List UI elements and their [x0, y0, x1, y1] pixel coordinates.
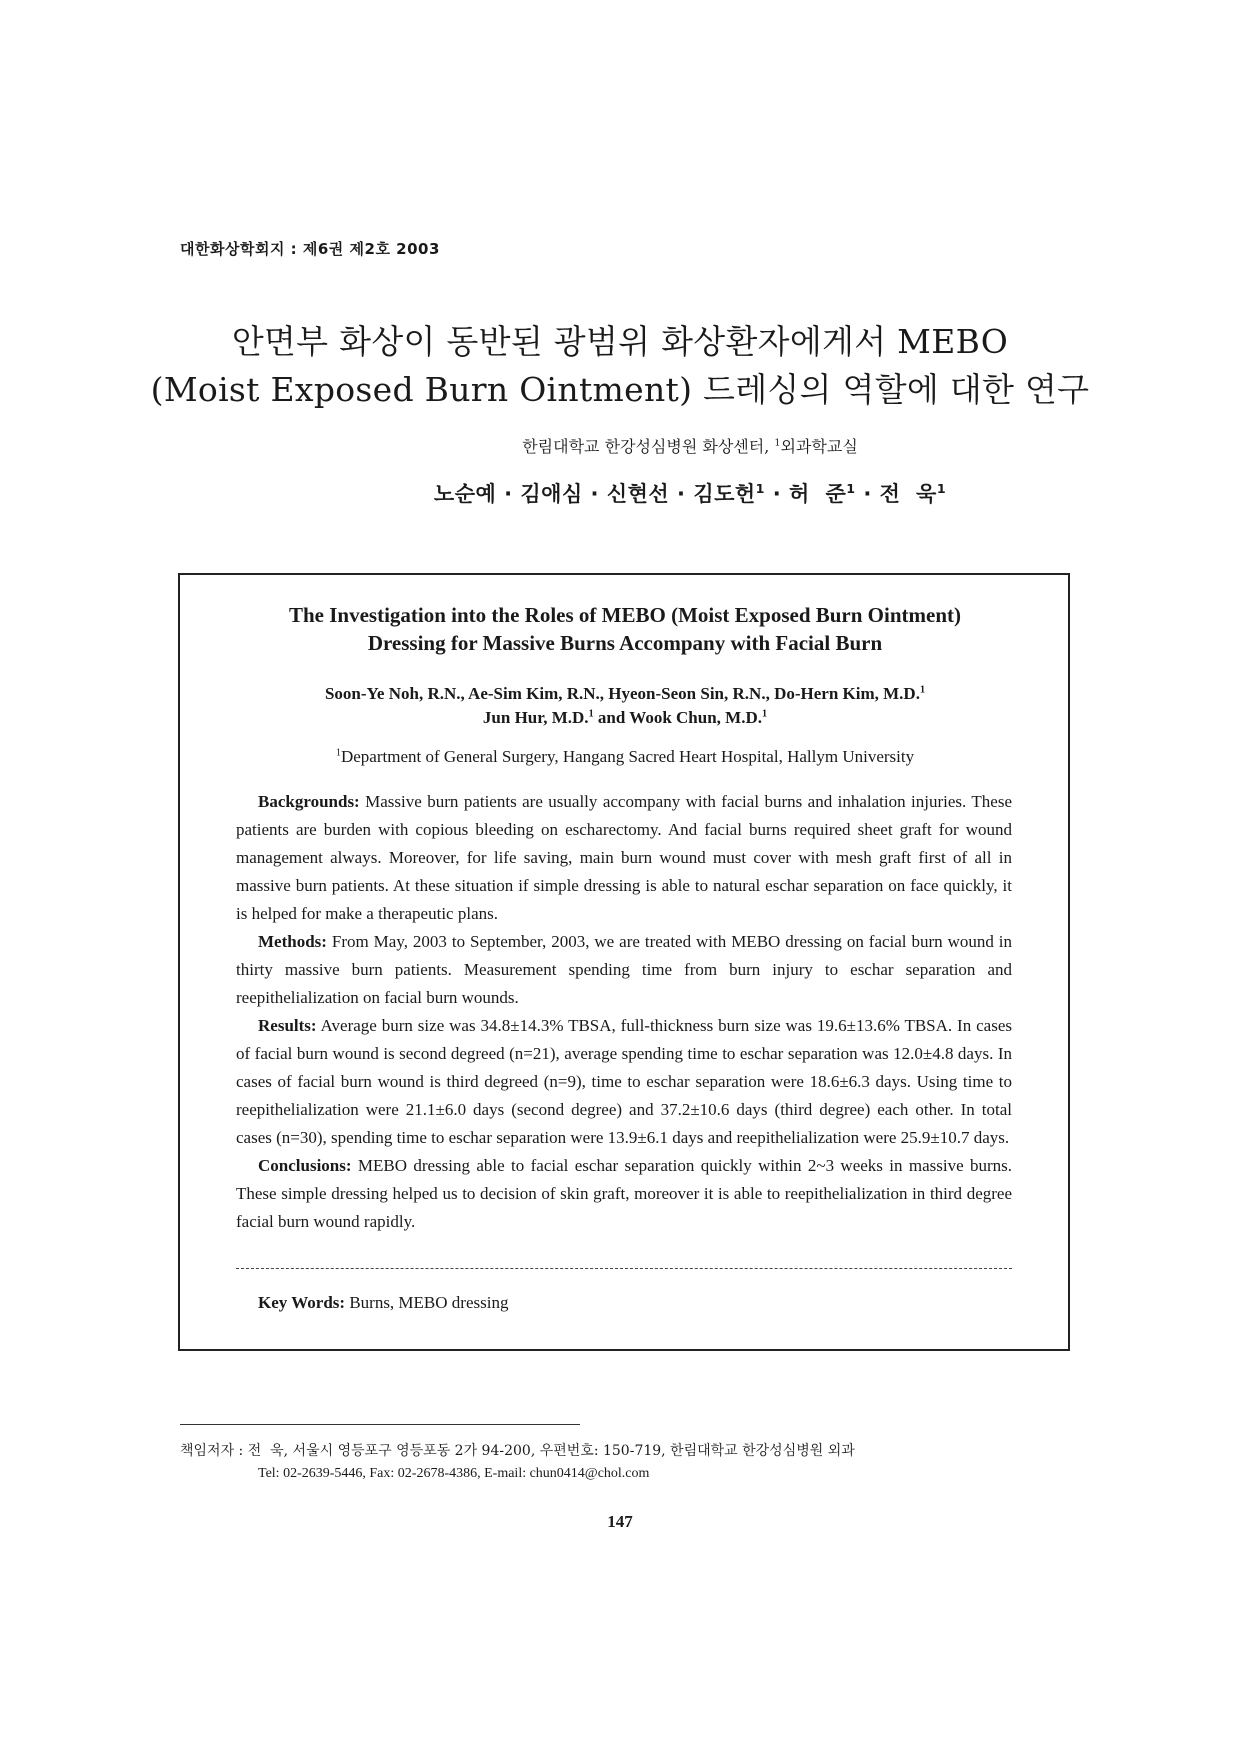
- english-author: and Wook Chun, M.D.: [593, 708, 762, 727]
- author-affiliation-marker: 1: [846, 481, 856, 496]
- abstract-conclusions: [236, 1152, 1012, 1236]
- separator: ·: [669, 482, 694, 506]
- affiliation-marker: 1: [335, 747, 341, 759]
- korean-author: 노순예: [433, 482, 497, 506]
- author-affiliation-marker: 1: [936, 481, 947, 496]
- korean-affiliation-dept: 외과학교실: [780, 437, 858, 456]
- affiliation-marker: 1: [762, 708, 768, 720]
- keywords: [258, 1293, 508, 1313]
- methods-label: Methods:: [258, 932, 327, 951]
- keywords-text: Burns, MEBO dressing: [345, 1293, 509, 1312]
- korean-affiliation-text: 한림대학교 한강성심병원 화상센터,: [522, 437, 775, 456]
- journal-header: 대한화상학회지 : 제6권 제2호 2003: [180, 240, 440, 258]
- korean-authors: [150, 478, 1230, 508]
- english-affiliation-text: Department of General Surgery, Hangang Sacred Heart Hospital, Hallym University: [340, 747, 915, 766]
- affiliation-marker: 1: [774, 437, 781, 449]
- affiliation-marker: 1: [588, 708, 594, 720]
- english-authors-line1: [210, 682, 1040, 706]
- correspondence-line2: Tel: 02-2639-5446, Fax: 02-2678-4386, E-mail: chun0414@chol.com: [258, 1466, 650, 1481]
- page-number: 147: [607, 1512, 633, 1531]
- correspondence-line1: 책임저자 : 전 욱, 서울시 영등포구 영등포동 2가 94-200, 우편번호: 150-719, 한림대학교 한강성심병원 외과: [180, 1443, 855, 1459]
- korean-author: 전 욱: [879, 482, 937, 506]
- separator: ·: [496, 482, 521, 506]
- abstract-body: [236, 788, 1012, 1236]
- affiliation-marker: 1: [919, 684, 926, 696]
- footnote-rule: [180, 1424, 580, 1425]
- korean-affiliation: [150, 434, 1230, 457]
- korean-title-line1: 안면부 화상이 동반된 광범위 화상환자에게서 MEBO: [231, 322, 1009, 361]
- abstract-results: [236, 1012, 1012, 1152]
- korean-title-line2: (Moist Exposed Burn Ointment) 드레싱의 역할에 대한 연구: [150, 370, 1090, 409]
- english-title-line2: Dressing for Massive Burns Accompany with Facial Burn: [367, 631, 883, 655]
- separator: ·: [764, 482, 790, 506]
- english-authors-text: Soon-Ye Noh, R.N., Ae-Sim Kim, R.N., Hyeon-Seon Sin, R.N., Do-Hern Kim, M.D.: [324, 684, 920, 703]
- backgrounds-text: Massive burn patients are usually accompany with facial burns and inhalation injuries. These patients are burden with copious bleeding on escharectomy. And facial burns required sheet graft for wound management always. Moreover, for life saving, main burn wound must cover with mesh graft first of all in massive burn patients. At these situation if simple dressing is able to natural eschar separation on face quickly, it is helped for make a therapeutic plans.: [236, 792, 1012, 923]
- abstract-methods: [236, 928, 1012, 1012]
- separator: ·: [855, 482, 880, 506]
- korean-author: 김애심: [520, 482, 583, 506]
- english-author: Jun Hur, M.D.: [482, 708, 589, 727]
- backgrounds-label: Backgrounds:: [258, 792, 360, 811]
- conclusions-label: Conclusions:: [258, 1156, 352, 1175]
- korean-author: 허 준: [789, 482, 847, 506]
- english-authors-line2: [210, 706, 1040, 730]
- english-affiliation: [210, 747, 1040, 767]
- dashed-divider: [236, 1268, 1012, 1269]
- english-title-line1: The Investigation into the Roles of MEBO (Moist Exposed Burn Ointment): [288, 603, 962, 627]
- results-text: Average burn size was 34.8±14.3% TBSA, full-thickness burn size was 19.6±13.6% TBSA. In cases of facial burn wound is second degreed (n=21), average spending time to eschar separation was 12.0±4.8 days. In cases of facial burn wound is third degreed (n=9), time to eschar separation were 18.6±6.3 days. Using time to reepithelialization were 21.1±6.0 days (second degree) and 37.2±10.6 days (third degree) each other. In total cases (n=30), spending time to eschar separation were 13.9±6.1 days and reepithelialization were 25.9±10.7 days.: [236, 1016, 1012, 1147]
- separator: ·: [582, 482, 607, 506]
- author-affiliation-marker: 1: [755, 481, 765, 496]
- conclusions-text: MEBO dressing able to facial eschar separation quickly within 2~3 weeks in massive burns. These simple dressing helped us to decision of skin graft, moreover it is able to reepithelialization in third degree facial burn wound rapidly.: [236, 1156, 1012, 1231]
- abstract-backgrounds: [236, 788, 1012, 928]
- results-label: Results:: [258, 1016, 317, 1035]
- keywords-label: Key Words:: [258, 1293, 346, 1312]
- korean-author: 신현선: [606, 482, 670, 506]
- methods-text: From May, 2003 to September, 2003, we are treated with MEBO dressing on facial burn wound in thirty massive burn patients. Measurement spending time from burn injury to eschar separation and reepithelialization on facial burn wounds.: [236, 932, 1012, 1007]
- korean-author: 김도헌: [693, 482, 756, 506]
